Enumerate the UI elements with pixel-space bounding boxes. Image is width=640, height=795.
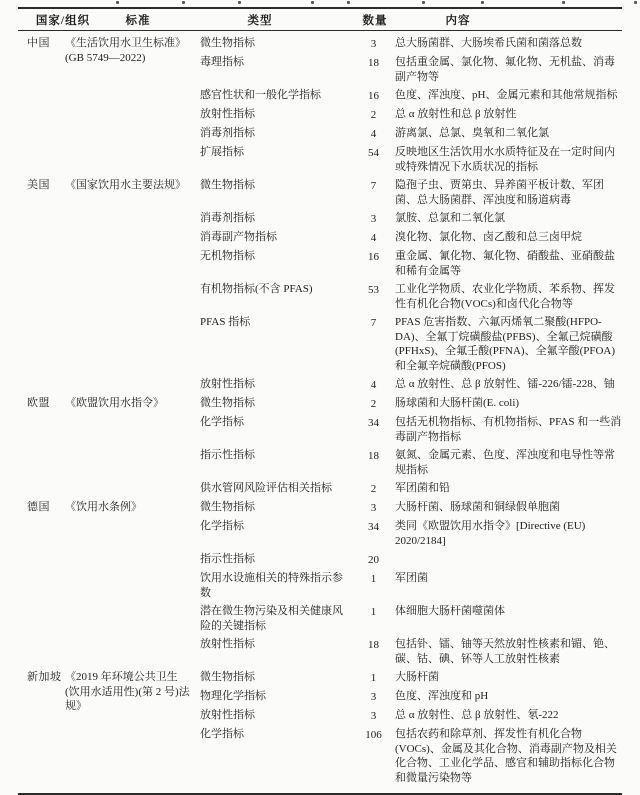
indicator-count-cell: 18 xyxy=(368,56,379,69)
caption-text-fragment xyxy=(562,1,565,4)
indicator-content-cell: 肠球菌和大肠杆菌(E. coli) xyxy=(395,397,520,409)
table-row xyxy=(200,448,622,477)
indicator-type-cell: 扩展指标 xyxy=(200,146,244,158)
standard-name: 《国家饮用水主要法规》 xyxy=(65,179,186,191)
indicator-type-cell: 饮用水设施相关的特殊指示参数 xyxy=(200,572,343,599)
indicator-content-cell: 包括重金属、氯化物、氟化物、无机盐、消毒副产物等 xyxy=(395,56,615,83)
table-row xyxy=(200,230,622,245)
indicator-type-cell: 有机物指标(不含 PFAS) xyxy=(200,283,313,295)
indicator-count-cell: 3 xyxy=(370,212,377,225)
standard-name: 《饮用水条例》 xyxy=(65,501,142,513)
column-header-count: 数量 xyxy=(362,15,388,27)
table-row xyxy=(200,126,622,141)
section-entries xyxy=(200,670,622,789)
table-row xyxy=(200,552,622,567)
indicator-type-cell: 化学指标 xyxy=(200,416,244,428)
indicator-count-cell: 3 xyxy=(370,37,377,50)
indicator-count-cell: 3 xyxy=(370,501,377,514)
indicator-content-cell: 包括无机物指标、有机物指标、PFAS 和一些消毒副产物指标 xyxy=(395,416,622,443)
section-entries xyxy=(200,500,622,670)
indicator-content-cell: 隐孢子虫、贾第虫、异养菌平板计数、军团菌、总大肠菌群、浑浊度和肠道病毒 xyxy=(395,179,604,206)
indicator-content-cell: 色度、浑浊度、pH、金属元素和其他常规指标 xyxy=(395,89,618,101)
caption-text-fragment xyxy=(311,1,314,4)
country-name: 德国 xyxy=(27,501,50,513)
table-body xyxy=(18,31,622,795)
table-row xyxy=(200,637,622,666)
indicator-content-cell: 军团菌 xyxy=(395,572,428,584)
indicator-content-cell: 工业化学物质、农业化学物质、苯系物、挥发性有机化合物(VOCs)和卤代化合物等 xyxy=(395,283,615,310)
indicator-type-cell: 潜在微生物污染及相关健康风险的关键指标 xyxy=(200,605,343,632)
indicator-type-cell: 微生物指标 xyxy=(200,501,255,513)
indicator-type-cell: PFAS 指标 xyxy=(200,316,251,328)
indicator-content-cell: 氯胺、总氯和二氧化氯 xyxy=(395,212,505,224)
table-row xyxy=(200,249,622,278)
table-row xyxy=(200,519,622,548)
indicator-type-cell: 微生物指标 xyxy=(200,397,255,409)
indicator-count-cell: 2 xyxy=(370,397,377,410)
indicator-count-cell: 3 xyxy=(370,709,377,722)
indicator-count-cell: 20 xyxy=(368,553,379,566)
indicator-count-cell: 2 xyxy=(370,108,377,121)
indicator-count-cell: 16 xyxy=(368,89,379,102)
indicator-count-cell: 4 xyxy=(370,231,377,244)
standard-name: 《欧盟饮用水指令》 xyxy=(65,397,164,409)
indicator-type-cell: 放射性指标 xyxy=(200,108,255,120)
indicator-count-cell: 4 xyxy=(370,127,377,140)
country-section xyxy=(18,500,622,670)
indicator-count-cell: 1 xyxy=(370,671,377,684)
indicator-count-cell: 1 xyxy=(370,605,377,618)
indicator-content-cell: 大肠杆菌、肠球菌和铜绿假单胞菌 xyxy=(395,501,560,513)
table-row xyxy=(200,604,622,633)
indicator-content-cell: 游离氯、总氯、臭氧和二氧化氯 xyxy=(395,127,549,139)
table-row xyxy=(200,571,622,600)
indicator-count-cell: 16 xyxy=(368,250,379,263)
table-row xyxy=(200,282,622,311)
indicator-content-cell: 总 α 放射性、总 β 放射性、氡-222 xyxy=(395,709,559,721)
indicator-count-cell: 7 xyxy=(370,316,377,329)
caption-text-fragment xyxy=(422,1,425,4)
table-row xyxy=(200,396,622,411)
indicator-type-cell: 放射性指标 xyxy=(200,638,255,650)
indicator-type-cell: 放射性指标 xyxy=(200,709,255,721)
indicator-count-cell: 54 xyxy=(368,146,379,159)
cropped-caption-fragment xyxy=(0,0,640,7)
indicator-content-cell: 重金属、氰化物、氟化物、硝酸盐、亚硝酸盐和稀有金属等 xyxy=(395,250,615,277)
indicator-content-cell: 总 α 放射性、总 β 放射性、镭-226/镭-228、铀 xyxy=(395,378,615,390)
indicator-content-cell: 体细胞大肠杆菌噬菌体 xyxy=(395,605,505,617)
table-row xyxy=(200,708,622,723)
country-name: 中国 xyxy=(27,37,50,49)
table-row xyxy=(200,727,622,785)
indicator-count-cell: 2 xyxy=(370,482,377,495)
column-header-content: 内容 xyxy=(445,15,471,27)
table-row xyxy=(200,689,622,704)
caption-text-fragment xyxy=(116,1,119,4)
indicator-content-cell: 反映地区生活饮用水水质特征及在一定时间内或特殊情况下水质状况的指标 xyxy=(395,146,615,173)
table-row xyxy=(200,145,622,174)
table-row xyxy=(200,211,622,226)
indicator-content-cell: 总 α 放射性和总 β 放射性 xyxy=(395,108,517,120)
indicator-count-cell: 18 xyxy=(368,638,379,651)
section-entries xyxy=(200,36,622,178)
section-entries xyxy=(200,396,622,500)
country-section xyxy=(18,36,622,178)
indicator-type-cell: 微生物指标 xyxy=(200,37,255,49)
indicator-type-cell: 感官性状和一般化学指标 xyxy=(200,89,321,101)
indicator-type-cell: 毒理指标 xyxy=(200,56,244,68)
indicator-count-cell: 4 xyxy=(370,378,377,391)
table-row xyxy=(200,377,622,392)
indicator-type-cell: 指示性指标 xyxy=(200,449,255,461)
table-row xyxy=(200,315,622,373)
indicator-count-cell: 3 xyxy=(370,690,377,703)
caption-text-fragment xyxy=(182,1,185,4)
indicator-count-cell: 106 xyxy=(365,728,382,741)
country-name: 美国 xyxy=(27,179,50,191)
indicator-content-cell: 类同《欧盟饮用水指令》[Directive (EU) 2020/2184] xyxy=(395,520,586,547)
table-row xyxy=(200,55,622,84)
caption-text-fragment xyxy=(347,1,350,4)
table-row xyxy=(200,36,622,51)
column-header-country: 国家/组织 xyxy=(35,15,91,27)
table-row xyxy=(200,481,622,496)
indicator-count-cell: 18 xyxy=(368,449,379,462)
indicator-content-cell: 色度、浑浊度和 pH xyxy=(395,690,489,702)
standard-name: 《生活饮用水卫生标准》(GB 5749—2022) xyxy=(65,37,186,64)
indicator-content-cell xyxy=(395,552,622,567)
table-row xyxy=(200,107,622,122)
indicator-content-cell: 包括钋、镭、铀等天然放射性核素和镅、铯、碳、钴、碘、钚等人工放射性核素 xyxy=(395,638,615,665)
indicator-content-cell: PFAS 危害指数、六氟丙烯氧二聚酸(HFPO-DA)、全氟丁烷磺酸盐(PFBS)、全氟己烷磺酸(PFHxS)、全氟壬酸(PFNA)、全氟辛酸(PFOA)和全氟辛烷磺酸(PFOS) xyxy=(395,316,616,372)
indicator-type-cell: 放射性指标 xyxy=(200,378,255,390)
country-name: 新加坡 xyxy=(27,671,62,683)
country-section xyxy=(18,670,622,789)
section-entries xyxy=(200,178,622,396)
indicator-type-cell: 化学指标 xyxy=(200,520,244,532)
indicator-type-cell: 消毒剂指标 xyxy=(200,127,255,139)
caption-text-fragment xyxy=(634,1,637,4)
country-section xyxy=(18,178,622,396)
indicator-type-cell: 消毒剂指标 xyxy=(200,212,255,224)
country-section xyxy=(18,396,622,500)
indicator-content-cell: 溴化物、氯化物、卤乙酸和总三卤甲烷 xyxy=(395,231,582,243)
indicator-count-cell: 1 xyxy=(370,572,377,585)
table-row xyxy=(200,88,622,103)
caption-text-fragment xyxy=(481,1,484,4)
country-name: 欧盟 xyxy=(27,397,50,409)
table-row xyxy=(200,670,622,685)
table-row xyxy=(200,415,622,444)
indicator-type-cell: 无机物指标 xyxy=(200,250,255,262)
indicator-type-cell: 物理化学指标 xyxy=(200,690,266,702)
indicator-content-cell: 军团菌和铅 xyxy=(395,482,450,494)
indicator-count-cell: 53 xyxy=(368,283,379,296)
indicator-count-cell: 34 xyxy=(368,416,379,429)
indicator-count-cell: 34 xyxy=(368,520,379,533)
caption-text-fragment xyxy=(238,1,241,4)
table-row xyxy=(200,178,622,207)
indicator-type-cell: 化学指标 xyxy=(200,728,244,740)
indicator-count-cell: 7 xyxy=(370,179,377,192)
table-row xyxy=(200,500,622,515)
column-header-standard: 标准 xyxy=(125,15,151,27)
table-header-row xyxy=(18,9,622,31)
water-standards-table xyxy=(18,7,622,795)
indicator-content-cell: 氨氮、金属元素、色度、浑浊度和电导性等常规指标 xyxy=(395,449,615,476)
indicator-type-cell: 微生物指标 xyxy=(200,179,255,191)
indicator-content-cell: 大肠杆菌 xyxy=(395,671,439,683)
indicator-type-cell: 供水管网风险评估相关指标 xyxy=(200,482,332,494)
indicator-content-cell: 总大肠菌群、大肠埃希氏菌和菌落总数 xyxy=(395,37,582,49)
indicator-type-cell: 消毒副产物指标 xyxy=(200,231,277,243)
column-header-type: 类型 xyxy=(247,15,273,27)
indicator-type-cell: 微生物指标 xyxy=(200,671,255,683)
standard-name: 《2019 年环境公共卫生(饮用水适用性)(第 2 号)法规》 xyxy=(65,671,190,712)
indicator-type-cell: 指示性指标 xyxy=(200,553,255,565)
indicator-content-cell: 包括农药和除草剂、挥发性有机化合物(VOCs)、金属及其化合物、消毒副产物及相关化合物、工业化学品、感官和辅助指标化合物和微量污染物等 xyxy=(395,728,617,784)
